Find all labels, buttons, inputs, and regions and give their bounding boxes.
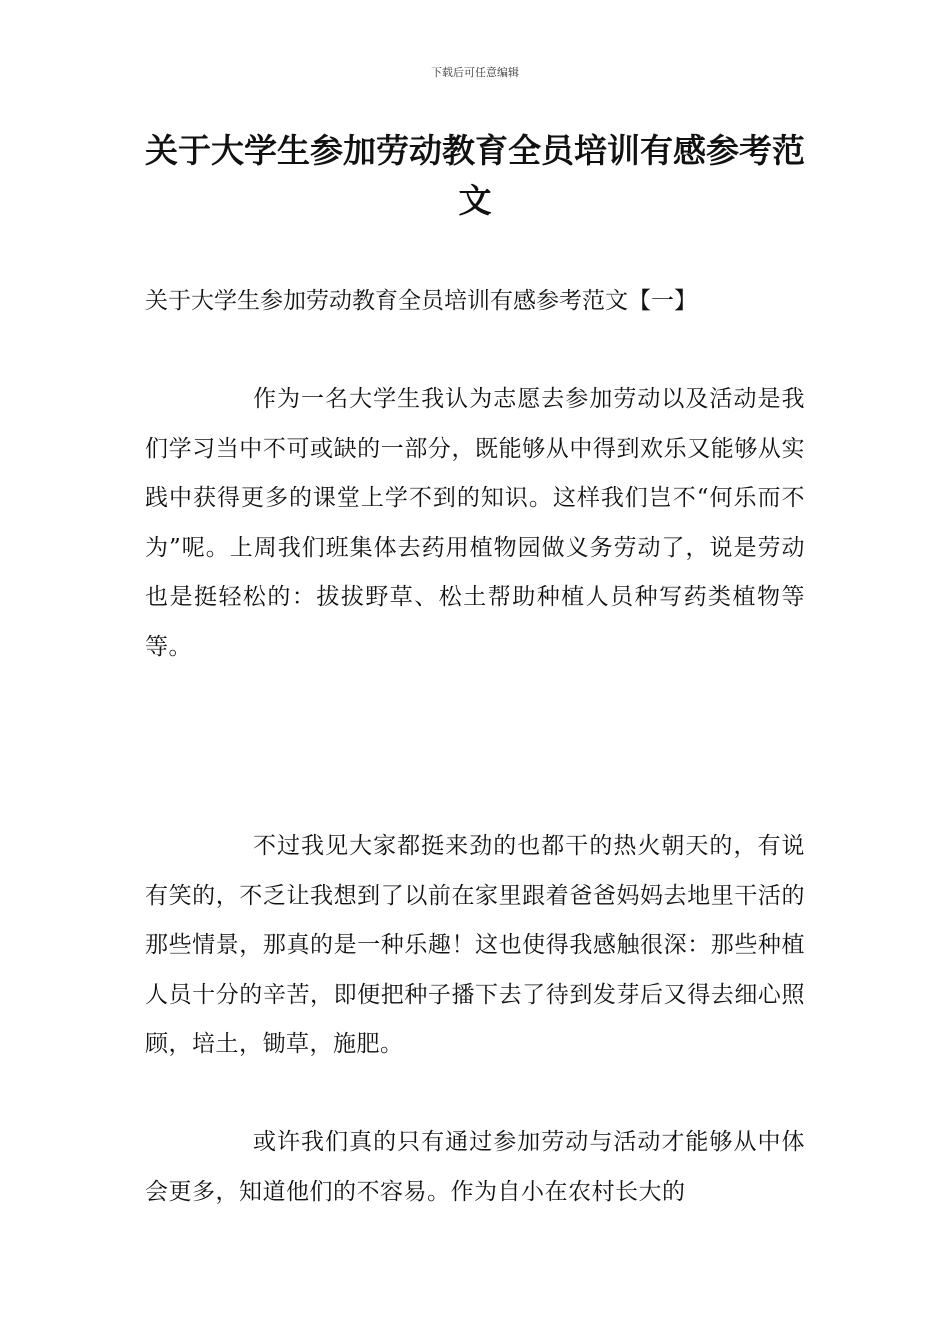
- paragraph-2: 不过我见大家都挺来劲的也都干的热火朝天的，有说有笑的，不乏让我想到了以前在家里跟着爸爸妈妈去地里干活的那些情景，那真的是一种乐趣！这也使得我感触很深：那些种植人员十分的辛苦，即便把种子播下去了待到发芽后又得去细心照顾，培土，锄草，施肥。: [145, 833, 805, 1058]
- header-note: 下载后可任意编辑: [431, 66, 519, 79]
- section-heading: 关于大学生参加劳动教育全员培训有感参考范文【一】: [145, 288, 697, 314]
- paragraph-3: 或许我们真的只有通过参加劳动与活动才能够从中体会更多，知道他们的不容易。作为自小在农村长大的: [145, 1129, 805, 1205]
- document-title: 关于大学生参加劳动教育全员培训有感参考范文: [145, 131, 805, 220]
- paragraph-1: 作为一名大学生我认为志愿去参加劳动以及活动是我们学习当中不可或缺的一部分，既能够从中得到欢乐又能够从实践中获得更多的课堂上学不到的知识。这样我们岂不“何乐而不为”呢。上周我们班集体去药用植物园做义务劳动了，说是劳动也是挺轻松的：拔拔野草、松土帮助种植人员种写药类植物等等。: [145, 386, 805, 660]
